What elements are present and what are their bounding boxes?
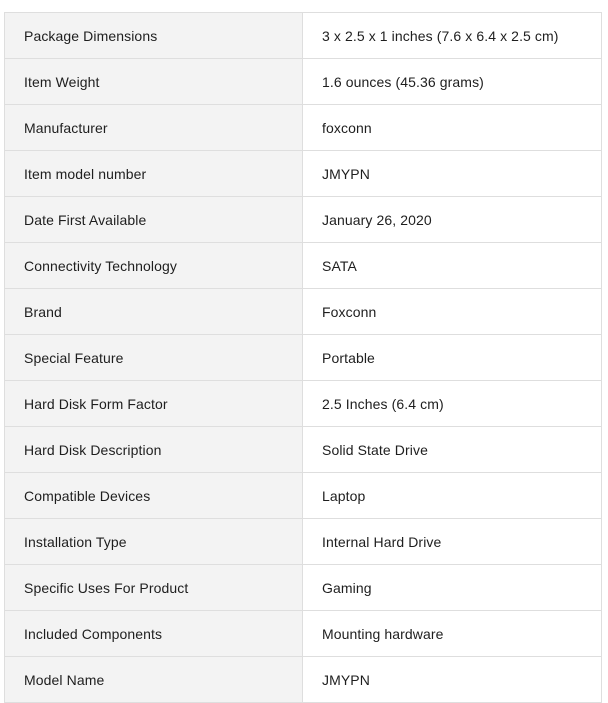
spec-label: Hard Disk Form Factor <box>5 381 303 427</box>
table-row <box>5 243 602 289</box>
spec-label: Included Components <box>5 611 303 657</box>
table-row <box>5 289 602 335</box>
spec-value: Mounting hardware <box>303 611 602 657</box>
spec-value: JMYPN <box>303 151 602 197</box>
spec-label: Installation Type <box>5 519 303 565</box>
spec-value: JMYPN <box>303 657 602 703</box>
spec-label: Brand <box>5 289 303 335</box>
spec-label: Date First Available <box>5 197 303 243</box>
spec-value: 2.5 Inches (6.4 cm) <box>303 381 602 427</box>
spec-value: Portable <box>303 335 602 381</box>
table-row <box>5 611 602 657</box>
table-row <box>5 657 602 703</box>
spec-value: Internal Hard Drive <box>303 519 602 565</box>
table-row <box>5 473 602 519</box>
spec-label: Item model number <box>5 151 303 197</box>
spec-label: Package Dimensions <box>5 13 303 59</box>
table-row <box>5 105 602 151</box>
spec-label: Model Name <box>5 657 303 703</box>
spec-value: SATA <box>303 243 602 289</box>
table-row <box>5 13 602 59</box>
table-row <box>5 427 602 473</box>
table-row <box>5 59 602 105</box>
table-row <box>5 151 602 197</box>
specs-table-body <box>5 13 602 703</box>
spec-value: 3 x 2.5 x 1 inches (7.6 x 6.4 x 2.5 cm) <box>303 13 602 59</box>
spec-value: Gaming <box>303 565 602 611</box>
spec-label: Specific Uses For Product <box>5 565 303 611</box>
spec-label: Item Weight <box>5 59 303 105</box>
table-row <box>5 197 602 243</box>
spec-value: 1.6 ounces (45.36 grams) <box>303 59 602 105</box>
table-row <box>5 381 602 427</box>
spec-label: Manufacturer <box>5 105 303 151</box>
spec-label: Hard Disk Description <box>5 427 303 473</box>
spec-value: January 26, 2020 <box>303 197 602 243</box>
spec-label: Special Feature <box>5 335 303 381</box>
spec-value: Foxconn <box>303 289 602 335</box>
spec-value: Solid State Drive <box>303 427 602 473</box>
spec-value: foxconn <box>303 105 602 151</box>
spec-label: Compatible Devices <box>5 473 303 519</box>
table-row <box>5 519 602 565</box>
table-row <box>5 335 602 381</box>
spec-label: Connectivity Technology <box>5 243 303 289</box>
spec-value: Laptop <box>303 473 602 519</box>
table-row <box>5 565 602 611</box>
product-specs-table <box>4 12 602 703</box>
